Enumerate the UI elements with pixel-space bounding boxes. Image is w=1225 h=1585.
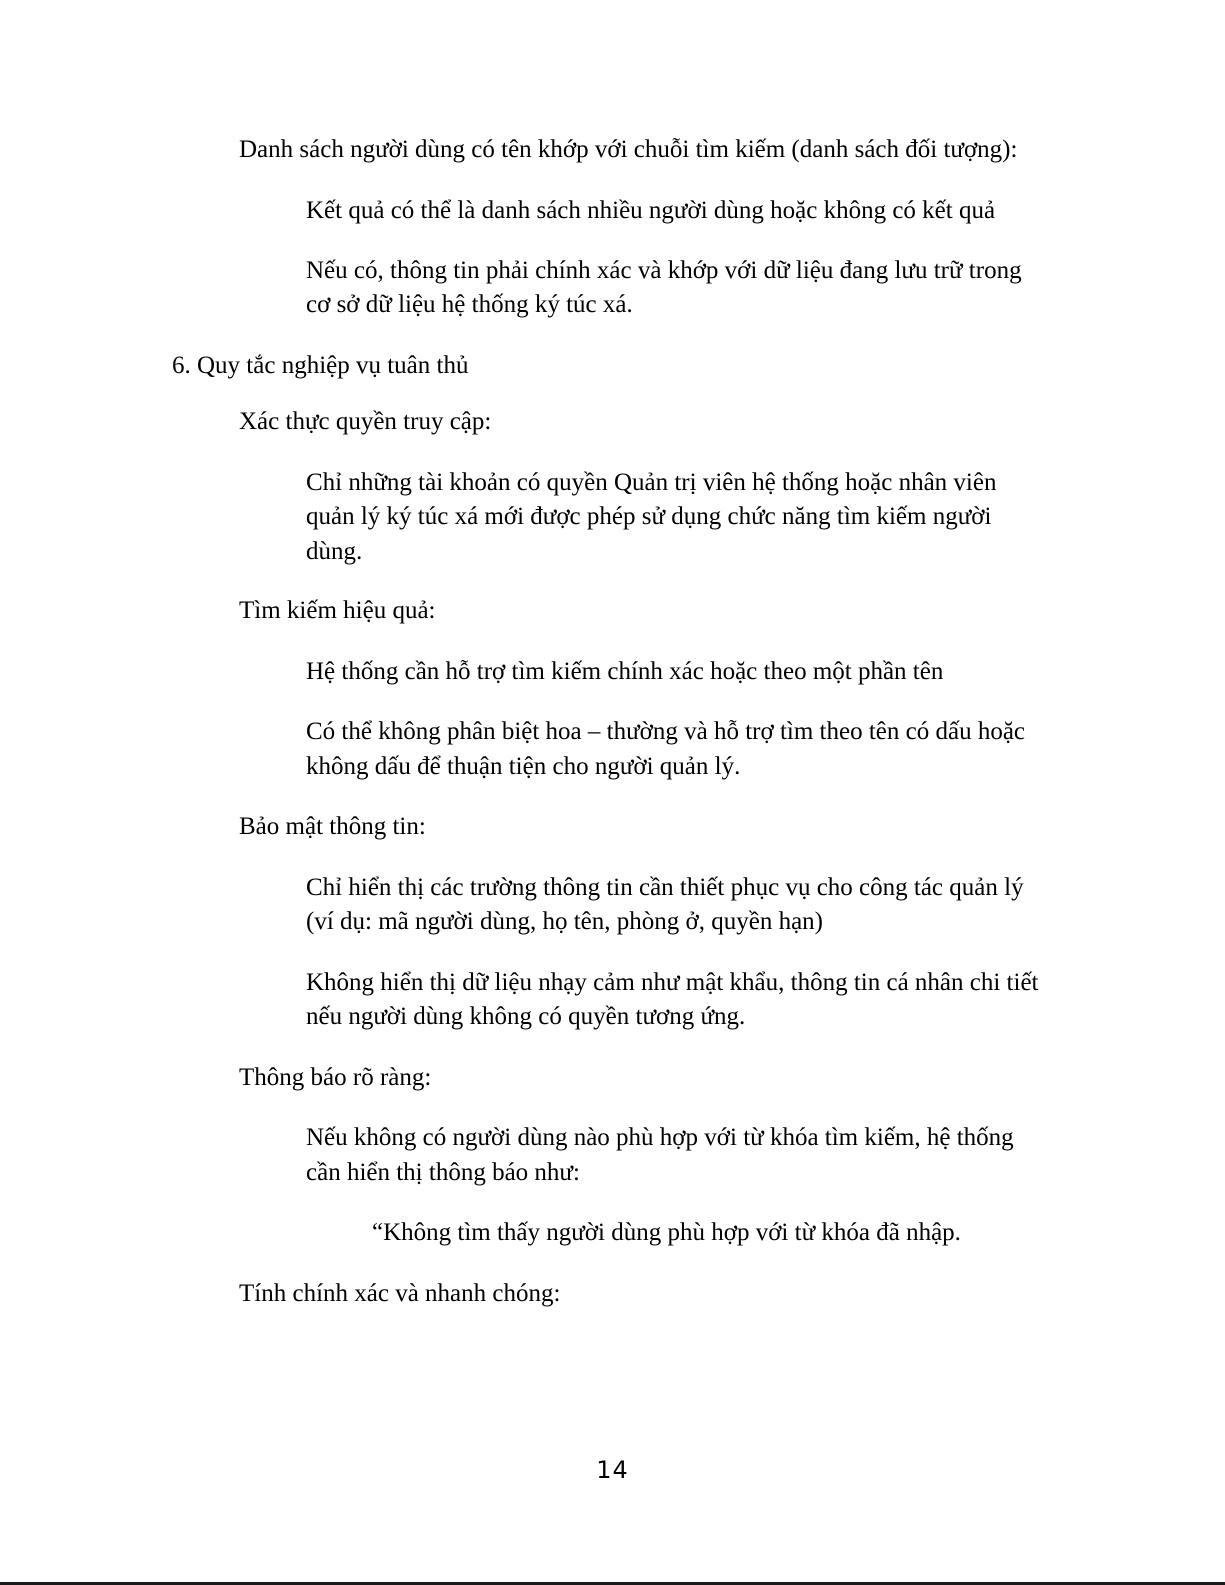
search-heading: Tìm kiếm hiệu quả: [239, 597, 436, 624]
notification-line-1: Nếu không có người dùng nào phù hợp với từ khóa tìm kiếm, hệ thống [306, 1124, 1014, 1151]
result-list-heading: Danh sách người dùng có tên khớp với chuỗi tìm kiếm (danh sách đối tượng): [239, 136, 1018, 163]
access-line-3: dùng. [306, 538, 363, 565]
access-line-2: quản lý ký túc xá mới được phép sử dụng chức năng tìm kiếm người [306, 503, 992, 530]
security-item-2-line-1: Không hiển thị dữ liệu nhạy cảm như mật khẩu, thông tin cá nhân chi tiết [306, 969, 1039, 996]
security-heading: Bảo mật thông tin: [239, 813, 426, 840]
result-list-item-1: Kết quả có thể là danh sách nhiều người dùng hoặc không có kết quả [306, 197, 996, 224]
result-list-item-2-line-1: Nếu có, thông tin phải chính xác và khớp với dữ liệu đang lưu trữ trong [306, 257, 1022, 284]
security-item-2-line-2: nếu người dùng không có quyền tương ứng. [306, 1003, 746, 1030]
section-6-title: 6. Quy tắc nghiệp vụ tuân thủ [172, 352, 469, 379]
access-heading: Xác thực quyền truy cập: [239, 408, 492, 435]
result-list-item-2-line-2: cơ sở dữ liệu hệ thống ký túc xá. [306, 291, 633, 318]
access-line-1: Chỉ những tài khoản có quyền Quản trị viên hệ thống hoặc nhân viên [306, 469, 997, 496]
accuracy-heading: Tính chính xác và nhanh chóng: [239, 1280, 561, 1307]
search-item-2-line-1: Có thể không phân biệt hoa – thường và hỗ trợ tìm theo tên có dấu hoặc [306, 718, 1026, 745]
page-number: 14 [596, 1456, 629, 1484]
security-item-1-line-2: (ví dụ: mã người dùng, họ tên, phòng ở, quyền hạn) [306, 908, 824, 935]
security-item-1-line-1: Chỉ hiển thị các trường thông tin cần thiết phục vụ cho công tác quản lý [306, 874, 1024, 901]
search-item-1: Hệ thống cần hỗ trợ tìm kiếm chính xác hoặc theo một phần tên [306, 658, 944, 685]
search-item-2-line-2: không dấu để thuận tiện cho người quản lý. [306, 753, 741, 780]
notification-line-2: cần hiển thị thông báo như: [306, 1159, 580, 1186]
notification-quote: “Không tìm thấy người dùng phù hợp với từ khóa đã nhập. [372, 1219, 961, 1246]
notification-heading: Thông báo rõ ràng: [239, 1064, 432, 1091]
